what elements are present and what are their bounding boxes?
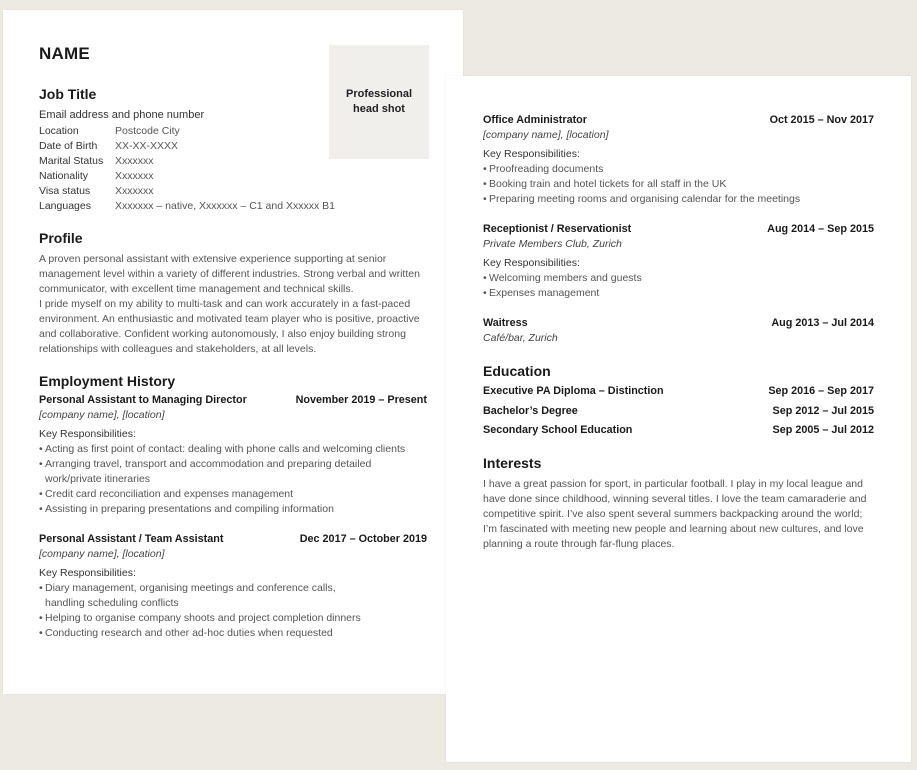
- info-value: Xxxxxxx – native, Xxxxxxx – C1 and Xxxxxx B1: [115, 200, 335, 212]
- list-item: • Conducting research and other ad-hoc duties when requested: [39, 626, 427, 641]
- job-title: Personal Assistant to Managing Director: [39, 394, 247, 406]
- responsibilities-list: [39, 442, 427, 517]
- education-list: [483, 384, 874, 438]
- list-item: • Acting as first point of contact: dealing with phone calls and welcoming clients: [39, 442, 427, 457]
- list-item: • Helping to organise company shoots and project completion dinners: [39, 611, 427, 626]
- job-company: [company name], [location]: [483, 129, 609, 141]
- education-dates: Sep 2016 – Sep 2017: [768, 385, 874, 397]
- job-dates: Aug 2014 – Sep 2015: [767, 223, 874, 235]
- contact-line: Email address and phone number: [39, 109, 205, 121]
- job-entry: [39, 532, 427, 641]
- interests-paragraph: I have a great passion for sport, in particular football. I play in my local league and have done since childhood, winning several titles. I love the team camaraderie and competitive spirit. I’ve also spent several summers backpacking around the world; I’m fascinated with meeting new people and learning about new cultures, and love planning a route through far-flung places.: [483, 478, 867, 550]
- education-degree: Secondary School Education: [483, 424, 633, 436]
- list-item: • Booking train and hotel tickets for all staff in the UK: [483, 177, 874, 192]
- education-dates: Sep 2012 – Jul 2015: [772, 404, 874, 417]
- job-dates: Oct 2015 – Nov 2017: [769, 114, 874, 126]
- job-company: Private Members Club, Zurich: [483, 238, 622, 250]
- cv-page-2: [446, 76, 911, 762]
- job-entry: [483, 113, 874, 207]
- info-label: Visa status: [39, 185, 91, 197]
- job-title: Waitress: [483, 317, 528, 329]
- education-row: [483, 404, 874, 419]
- headshot-placeholder: [329, 45, 429, 159]
- list-item: • Diary management, organising meetings and conference calls, handling scheduling conflicts: [39, 581, 427, 611]
- job-company: [company name], [location]: [39, 409, 165, 421]
- candidate-name: NAME: [39, 44, 90, 63]
- list-item: • Arranging travel, transport and accommodation and preparing detailed work/private itineraries: [39, 457, 427, 487]
- info-value: Xxxxxxx: [115, 155, 154, 167]
- info-row-visa: [39, 184, 427, 199]
- job-title: Receptionist / Reservationist: [483, 223, 632, 235]
- profile-paragraph-1: A proven personal assistant with extensive experience supporting at senior management level within a variety of different industries. Strong verbal and written communicator, with excellent time management and technical skills.: [39, 253, 420, 295]
- job-dates: November 2019 – Present: [295, 394, 427, 406]
- job-header: [483, 316, 874, 331]
- info-value: Xxxxxxx: [115, 170, 154, 182]
- list-item: • Expenses management: [483, 286, 874, 301]
- info-value: Postcode City: [115, 125, 180, 137]
- job-header: [483, 113, 874, 128]
- responsibilities-label: Key Responsibilities:: [483, 148, 580, 160]
- education-degree: Bachelor’s Degree: [483, 404, 578, 417]
- job-dates: Dec 2017 – October 2019: [299, 533, 427, 545]
- list-item: • Proofreading documents: [483, 162, 874, 177]
- info-label: Nationality: [39, 170, 89, 182]
- education-row: [483, 384, 874, 399]
- cv-page-1: [3, 10, 463, 694]
- headshot-label: Professional head shot: [345, 88, 413, 115]
- education-degree: Executive PA Diploma – Distinction: [483, 385, 664, 397]
- list-item: • Preparing meeting rooms and organising calendar for the meetings: [483, 192, 874, 207]
- job-header: [483, 222, 874, 237]
- info-label: Date of Birth: [39, 140, 98, 152]
- list-item: • Welcoming members and guests: [483, 271, 874, 286]
- profile-heading: Profile: [39, 230, 83, 246]
- info-value: Xxxxxxx: [115, 185, 154, 197]
- job-title: Personal Assistant / Team Assistant: [39, 533, 224, 545]
- info-row-nationality: [39, 169, 427, 184]
- responsibilities-list: [483, 162, 874, 207]
- job-header: [39, 393, 427, 408]
- education-dates: Sep 2005 – Jul 2012: [772, 424, 874, 436]
- education-row: [483, 423, 874, 438]
- info-label: Languages: [39, 200, 91, 212]
- responsibilities-label: Key Responsibilities:: [483, 257, 580, 269]
- info-value: XX-XX-XXXX: [115, 140, 179, 152]
- job-title: Office Administrator: [483, 114, 587, 126]
- job-header: [39, 532, 427, 547]
- responsibilities-list: [39, 581, 427, 641]
- education-heading: Education: [483, 363, 551, 379]
- list-item: • Credit card reconciliation and expenses management: [39, 487, 427, 502]
- job-entry: [483, 222, 874, 301]
- responsibilities-label: Key Responsibilities:: [39, 428, 136, 440]
- job-company: Café/bar, Zurich: [483, 332, 558, 344]
- job-entry: [483, 316, 874, 346]
- info-label: Location: [39, 125, 79, 137]
- responsibilities-label: Key Responsibilities:: [39, 567, 136, 579]
- info-row-languages: [39, 199, 427, 214]
- profile-paragraph-2: I pride myself on my ability to multi-task and can work accurately in a fast-paced environment. An enthusiastic and motivated team player who is positive, proactive and collaborative. Confident working autonomously, I also enjoy building strong relationships with colleagues and stakeholders, at all levels.: [39, 298, 420, 355]
- job-dates: Aug 2013 – Jul 2014: [771, 317, 874, 329]
- job-company: [company name], [location]: [39, 548, 165, 560]
- responsibilities-list: [483, 271, 874, 301]
- job-entry: [39, 393, 427, 517]
- list-item: • Assisting in preparing presentations and compiling information: [39, 502, 427, 517]
- employment-heading: Employment History: [39, 373, 176, 389]
- job-title: Job Title: [39, 86, 97, 102]
- info-label: Marital Status: [39, 155, 104, 167]
- interests-heading: Interests: [483, 455, 542, 471]
